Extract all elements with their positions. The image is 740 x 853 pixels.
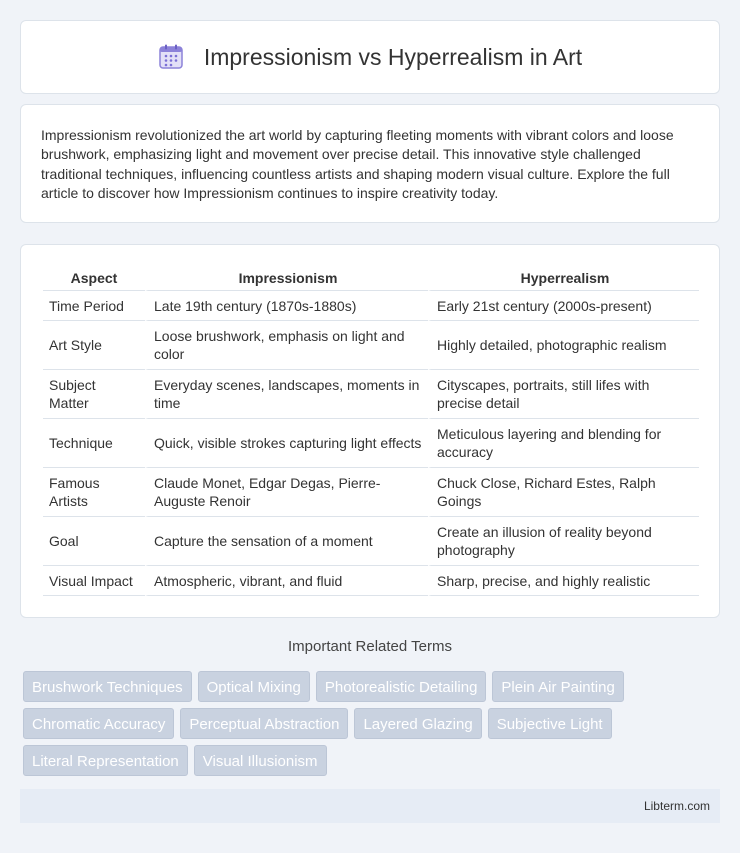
header-hyperrealism: Hyperrealism bbox=[428, 265, 699, 291]
cell-impressionism: Everyday scenes, landscapes, moments in time bbox=[145, 370, 428, 419]
cell-hyperrealism: Sharp, precise, and highly realistic bbox=[428, 566, 699, 596]
cell-impressionism: Atmospheric, vibrant, and fluid bbox=[145, 566, 428, 596]
cell-hyperrealism: Chuck Close, Richard Estes, Ralph Goings bbox=[428, 468, 699, 517]
footer-brand-link[interactable]: Libterm.com bbox=[643, 799, 710, 813]
tag-visual-illusionism[interactable]: Visual Illusionism bbox=[194, 745, 327, 776]
related-terms-title: Important Related Terms bbox=[288, 638, 452, 655]
tag-brushwork-techniques[interactable]: Brushwork Techniques bbox=[23, 671, 192, 702]
calendar-grid-icon bbox=[158, 44, 184, 70]
cell-impressionism: Claude Monet, Edgar Degas, Pierre-Auguste Renoir bbox=[145, 468, 428, 517]
cell-hyperrealism: Meticulous layering and blending for accuracy bbox=[428, 419, 699, 468]
intro-card bbox=[20, 104, 720, 223]
table-row bbox=[43, 321, 699, 370]
related-terms-tags bbox=[23, 671, 723, 782]
cell-aspect: Time Period bbox=[43, 291, 145, 321]
tag-literal-representation[interactable]: Literal Representation bbox=[23, 745, 188, 776]
tag-subjective-light[interactable]: Subjective Light bbox=[488, 708, 612, 739]
cell-impressionism: Loose brushwork, emphasis on light and color bbox=[145, 321, 428, 370]
tag-chromatic-accuracy[interactable]: Chromatic Accuracy bbox=[23, 708, 174, 739]
table-row bbox=[43, 291, 699, 321]
footer bbox=[20, 789, 720, 823]
cell-aspect: Famous Artists bbox=[43, 468, 145, 517]
cell-hyperrealism: Create an illusion of reality beyond photography bbox=[428, 517, 699, 566]
tag-optical-mixing[interactable]: Optical Mixing bbox=[198, 671, 310, 702]
comparison-table-card bbox=[20, 244, 720, 618]
cell-impressionism: Capture the sensation of a moment bbox=[145, 517, 428, 566]
tag-photorealistic-detailing[interactable]: Photorealistic Detailing bbox=[316, 671, 487, 702]
table-row bbox=[43, 419, 699, 468]
cell-impressionism: Late 19th century (1870s-1880s) bbox=[145, 291, 428, 321]
cell-aspect: Visual Impact bbox=[43, 566, 145, 596]
cell-aspect: Technique bbox=[43, 419, 145, 468]
cell-hyperrealism: Cityscapes, portraits, still lifes with precise detail bbox=[428, 370, 699, 419]
table-row bbox=[43, 517, 699, 566]
page-title: Impressionism vs Hyperrealism in Art bbox=[203, 43, 583, 70]
tag-perceptual-abstraction[interactable]: Perceptual Abstraction bbox=[180, 708, 348, 739]
cell-aspect: Goal bbox=[43, 517, 145, 566]
header-card bbox=[20, 20, 720, 94]
cell-impressionism: Quick, visible strokes capturing light effects bbox=[145, 419, 428, 468]
tag-layered-glazing[interactable]: Layered Glazing bbox=[354, 708, 481, 739]
cell-aspect: Art Style bbox=[43, 321, 145, 370]
cell-aspect: Subject Matter bbox=[43, 370, 145, 419]
cell-hyperrealism: Early 21st century (2000s-present) bbox=[428, 291, 699, 321]
cell-hyperrealism: Highly detailed, photographic realism bbox=[428, 321, 699, 370]
table-row bbox=[43, 566, 699, 596]
header-aspect: Aspect bbox=[43, 265, 145, 291]
intro-text: Impressionism revolutionized the art world by capturing fleeting moments with vibrant colors and loose brushwork, emphasizing light and movement over precise detail. This innovative style challenged traditional techniques, influencing countless artists and shaping modern visual culture. Explore the full article to discover how Impressionism continues to inspire creativity today. bbox=[41, 127, 674, 202]
header-impressionism: Impressionism bbox=[145, 265, 428, 291]
table-row bbox=[43, 468, 699, 517]
table-row bbox=[43, 370, 699, 419]
comparison-table bbox=[43, 265, 699, 596]
tag-plein-air-painting[interactable]: Plein Air Painting bbox=[492, 671, 623, 702]
table-header-row bbox=[43, 265, 699, 291]
